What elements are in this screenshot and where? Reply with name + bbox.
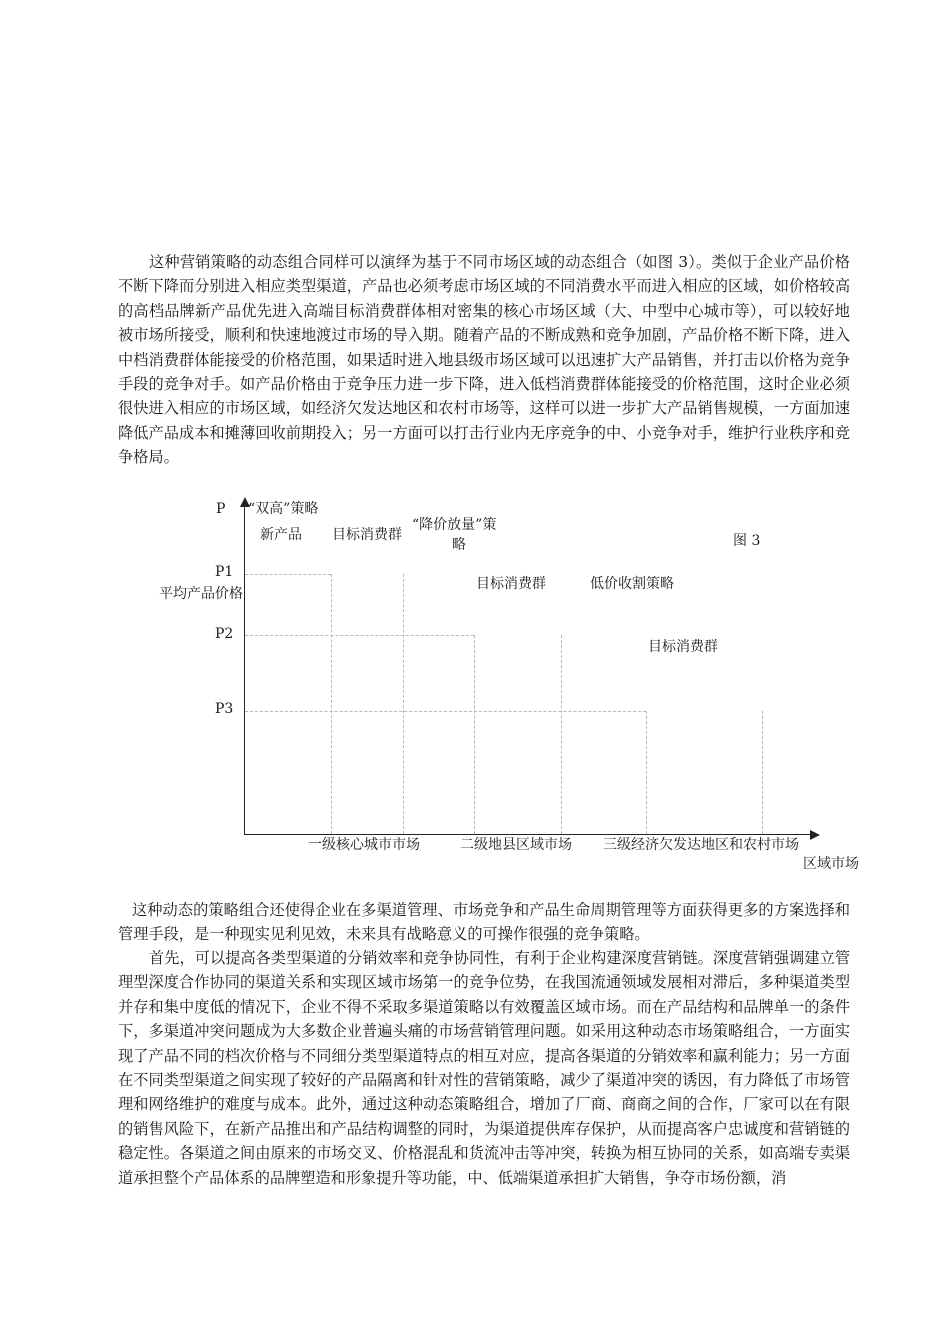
target-group-label-1: 目标消费群	[332, 527, 402, 543]
price-level-p2: P2	[215, 626, 234, 642]
price-level-p3: P3	[215, 701, 234, 717]
strategy-low-price-label: 低价收割策略	[590, 576, 674, 592]
figure-number-label: 图 3	[733, 533, 761, 549]
y-axis	[244, 506, 245, 834]
y-axis-label: P	[216, 501, 226, 517]
p2-dashed-line	[245, 635, 474, 636]
p3-dashed-line	[245, 711, 646, 712]
segment-divider-5	[646, 711, 647, 834]
average-price-label: 平均产品价格	[159, 586, 243, 602]
market-tier-2-label: 二级地县区域市场	[460, 837, 572, 853]
x-axis-arrow	[810, 830, 820, 840]
target-group-label-3: 目标消费群	[648, 639, 718, 655]
strategy-price-cut-label: “降价放量”策	[412, 517, 497, 533]
segment-divider-3	[474, 635, 475, 834]
segment-divider-1	[331, 574, 332, 834]
strategy-price-cut-label-cont: 略	[452, 537, 466, 553]
x-axis	[244, 834, 810, 835]
x-axis-label: 区域市场	[803, 856, 859, 872]
paragraph-intro: 这种营销策略的动态组合同样可以演绎为基于不同市场区域的动态组合（如图 3）。类似于企业产品价格不断下降而分别进入相应类型渠道，产品也必须考虑市场区域的不同消费水平而进入相应的区域，如价格较高的高档品牌新产品优先进入高端目标消费群体相对密集的核心市场区域（大、中型中心城市等），可以较好地被市场所接受，顺利和快速地渡过市场的导入期。随着产品的不断成熟和竞争加剧，产品价格不断下降，进入中档消费群体能接受的价格范围，如果适时进入地县级市场区域可以迅速扩大产品销售，并打击以价格为竞争手段的竞争对手。如产品价格由于竞争压力进一步下降，进入低档消费群体能接受的价格范围，这时企业必须很快进入相应的市场区域，如经济欠发达地区和农村市场等，这样可以进一步扩大产品销售规模，一方面加速降低产品成本和摊薄回收前期投入；另一方面可以打击行业内无序竞争的中、小竞争对手，维护行业秩序和竞争格局。	[118, 253, 850, 467]
p1-dashed-line	[245, 574, 331, 575]
strategy-double-high-label: “双高”策略	[248, 501, 319, 517]
market-tier-3-label: 三级经济欠发达地区和农村市场	[603, 837, 799, 853]
price-level-p1: P1	[215, 564, 234, 580]
market-tier-1-label: 一级核心城市市场	[308, 837, 420, 853]
paragraph-first: 首先，可以提高各类型渠道的分销效率和竞争协同性，有利于企业构建深度营销链。深度营销强调建立管理型深度合作协同的渠道关系和实现区域市场第一的竞争位势，在我国流通领域发展相对滞后，多种渠道类型并存和集中度低的情况下，企业不得不采取多渠道策略以有效覆盖区域市场。而在产品结构和品牌单一的条件下，多渠道冲突问题成为大多数企业普遍头痛的市场营销管理问题。如采用这种动态市场策略组合，一方面实现了产品不同的档次价格与不同细分类型渠道特点的相互对应，提高各渠道的分销效率和赢利能力；另一方面在不同类型渠道之间实现了较好的产品隔离和针对性的营销策略，减少了渠道冲突的诱因，有力降低了市场管理和网络维护的难度与成本。此外，通过这种动态策略组合，增加了厂商、商商之间的合作，厂家可以在有限的销售风险下，在新产品推出和产品结构调整的同时，为渠道提供库存保护，从而提高客户忠诚度和营销链的稳定性。各渠道之间由原来的市场交叉、价格混乱和货流冲击等冲突，转换为相互协同的关系，如高端专卖渠道承担整个产品体系的品牌塑造和形象提升等功能，中、低端渠道承担扩大销售，争夺市场份额，消	[118, 949, 850, 1187]
new-product-label: 新产品	[260, 527, 302, 543]
segment-divider-2	[403, 574, 404, 834]
segment-divider-6	[762, 711, 763, 834]
segment-divider-4	[561, 635, 562, 834]
paragraph-summary: 这种动态的策略组合还使得企业在多渠道管理、市场竞争和产品生命周期管理等方面获得更多的方案选择和管理手段，是一种现实见利见效，未来具有战略意义的可操作很强的竞争策略。	[118, 901, 850, 944]
target-group-label-2: 目标消费群	[476, 576, 546, 592]
